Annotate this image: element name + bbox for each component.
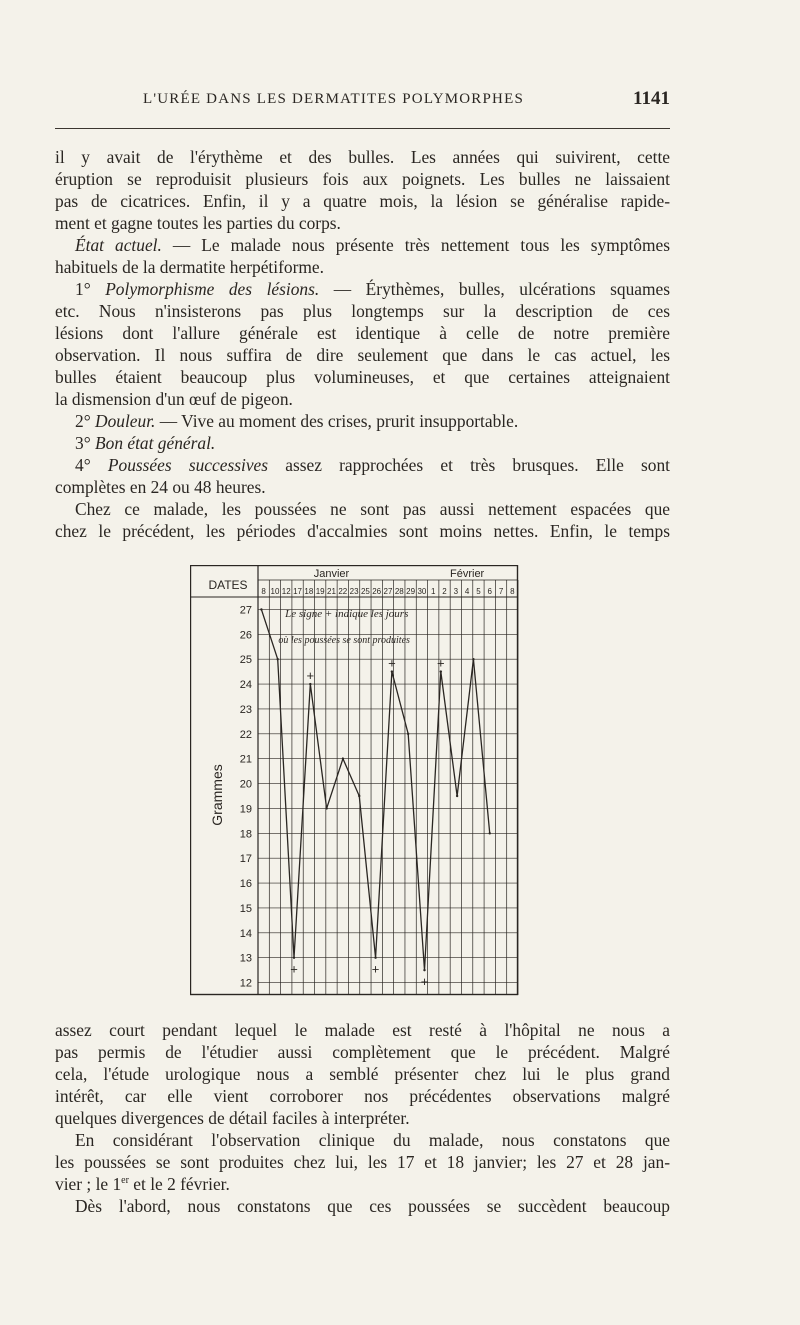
text-line: complètes en 24 ou 48 heures. [55, 477, 266, 497]
header-title: L'URÉE DANS LES DERMATITES POLYMORPHES [143, 91, 524, 107]
pousee-plus-mark: + [437, 655, 445, 671]
item4-label: Poussées successives [107, 455, 269, 475]
item2-num: 2° [75, 411, 91, 431]
text-fragment: vier ; le 1 [55, 1174, 122, 1194]
month-label-janvier: Janvier [313, 568, 350, 580]
annotation-line-2: où les poussées se sont produites [278, 635, 410, 646]
text-line: observation. Il nous suffira de dire seulement que dans le cas actuel, les [55, 345, 670, 365]
header-rule [55, 128, 670, 129]
text-fragment: et le 2 février. [128, 1174, 230, 1194]
date-tick-label: 27 [383, 587, 393, 596]
month-label-fevrier: Février [450, 568, 485, 580]
y-tick-label: 16 [239, 878, 252, 891]
item4-text: assez rapprochées et très brusques. Elle sont [268, 455, 670, 475]
date-tick-label: 4 [464, 587, 470, 596]
y-axis-label: Grammes [209, 764, 225, 826]
date-tick-label: 10 [270, 587, 280, 596]
chart-series [260, 608, 491, 989]
pousee-plus-mark: + [306, 668, 315, 684]
data-point [277, 658, 279, 660]
y-tick-label: 14 [239, 927, 252, 940]
text-line: En considérant l'observation clinique du malade, nous constatons que [75, 1130, 670, 1150]
y-tick-label: 17 [239, 853, 252, 866]
data-point [309, 683, 311, 685]
text-line: les poussées se sont produites chez lui, les 17 et 18 janvier; les 27 et 28 jan- [55, 1152, 670, 1172]
item3-line [55, 432, 670, 454]
text-line: quelques divergences de détail faciles à interpréter. [55, 1108, 410, 1128]
y-tick-label: 13 [239, 952, 252, 965]
body-text-top [55, 146, 670, 542]
date-tick-label: 18 [304, 587, 314, 596]
y-tick-label: 18 [239, 828, 252, 841]
data-point [325, 807, 327, 809]
text-line-with-sup [55, 1173, 670, 1195]
y-tick-label: 15 [239, 902, 252, 915]
date-tick-label: 8 [261, 587, 266, 596]
urea-series-line [261, 609, 489, 970]
data-point [358, 795, 360, 797]
text-line: habituels de la dermatite herpétiforme. [55, 257, 324, 277]
y-tick-label: 22 [239, 728, 252, 741]
date-tick-label: 30 [417, 587, 427, 596]
item2-text: — Vive au moment des crises, prurit insupportable. [155, 411, 519, 431]
text-line: il y avait de l'érythème et des bulles. Les années qui suivirent, cette [55, 147, 670, 167]
item2-line [55, 410, 670, 432]
etat-actuel-text: — Le malade nous présente très nettement tous les symptômes [161, 235, 670, 255]
text-line: etc. Nous n'insisterons pas plus longtemps sur la description de ces [55, 301, 670, 321]
y-tick-label: 25 [239, 654, 252, 667]
pousee-plus-mark: + [420, 974, 429, 990]
text-line: pas permis de l'étudier aussi complètement que le précédent. Malgré [55, 1042, 670, 1062]
text-line: ment et gagne toutes les parties du corps. [55, 213, 341, 233]
text-line: Chez ce malade, les poussées ne sont pas aussi nettement espacées que [75, 499, 670, 519]
text-line: la dismension d'un œuf de pigeon. [55, 389, 293, 409]
data-point [423, 969, 425, 971]
text-line: bulles étaient beaucoup plus volumineuses, et que certaines atteignaient [55, 367, 670, 387]
date-tick-label: 7 [498, 587, 504, 596]
item2-label: Douleur. [95, 411, 156, 431]
etat-actuel-line [55, 234, 670, 256]
date-tick-label: 25 [360, 587, 370, 596]
data-point [374, 956, 376, 958]
date-tick-label: 17 [293, 587, 303, 596]
data-point [456, 795, 458, 797]
date-tick-label: 19 [315, 587, 325, 596]
data-point [472, 658, 474, 660]
pousee-plus-mark: + [290, 961, 298, 977]
data-point [440, 670, 442, 672]
data-point [407, 733, 409, 735]
item1-line [55, 278, 670, 300]
date-tick-label: 1 [430, 587, 436, 596]
text-line: éruption se reproduisit plusieurs fois aux poignets. Les bulles ne laissaient [55, 169, 670, 189]
y-tick-label: 27 [239, 604, 252, 617]
etat-actuel-label: État actuel. [75, 235, 162, 255]
pousee-plus-mark: + [388, 655, 396, 671]
text-line: pas de cicatrices. Enfin, il y a quatre mois, la lésion se généralise rapide- [55, 191, 670, 211]
text-line: cela, l'étude urologique nous a semblé présenter chez lui le plus grand [55, 1064, 670, 1084]
date-tick-label: 2 [442, 587, 447, 596]
body-text-bottom [55, 1019, 670, 1217]
text-line: intérêt, car elle vient corroborer nos précédentes observations malgré [55, 1086, 670, 1106]
date-tick-label: 23 [349, 587, 359, 596]
y-tick-label: 23 [239, 703, 252, 716]
pousee-plus-mark: + [371, 961, 380, 977]
date-tick-label: 12 [281, 587, 291, 596]
y-tick-label: 12 [239, 977, 252, 990]
urea-chart [190, 565, 520, 997]
y-tick-label: 19 [239, 803, 252, 816]
text-line: chez le précédent, les périodes d'accalmies sont moins nettes. Enfin, le temps [55, 521, 670, 541]
y-tick-label: 24 [239, 679, 252, 692]
text-line: lésions dont l'allure générale est identique à celle de notre première [55, 323, 670, 343]
dates-label: DATES [208, 578, 248, 592]
data-point [489, 832, 491, 834]
text-line: assez court pendant lequel le malade est resté à l'hôpital ne nous a [55, 1020, 670, 1040]
text-line: Dès l'abord, nous constatons que ces poussées se succèdent beaucoup [75, 1196, 670, 1216]
item4-line [55, 454, 670, 476]
item1-num: 1° [75, 279, 91, 299]
y-tick-label: 21 [239, 753, 252, 766]
annotation-line-1: Le signe + indique les jours [285, 608, 409, 620]
item4-num: 4° [75, 455, 91, 475]
chart-labels [208, 568, 515, 990]
running-header [55, 88, 670, 114]
date-tick-label: 21 [327, 587, 336, 596]
data-point [293, 956, 295, 958]
date-tick-label: 22 [338, 587, 348, 596]
item1-label: Polymorphisme des lésions. [105, 279, 320, 299]
date-tick-label: 3 [453, 587, 459, 596]
date-tick-label: 6 [487, 587, 492, 596]
date-tick-label: 26 [372, 587, 382, 596]
date-tick-label: 8 [510, 587, 515, 596]
data-point [391, 670, 393, 672]
date-tick-label: 29 [406, 587, 416, 596]
item3-label: Bon état général. [95, 433, 216, 453]
y-tick-label: 26 [239, 629, 252, 642]
y-tick-label: 20 [239, 778, 252, 791]
superscript: er [121, 1175, 129, 1187]
date-tick-label: 28 [394, 587, 404, 596]
data-point [342, 757, 344, 759]
date-tick-label: 5 [476, 587, 481, 596]
data-point [260, 608, 262, 610]
page-number: 1141 [633, 88, 670, 109]
item1-text: — Érythèmes, bulles, ulcérations squames [319, 279, 671, 299]
item3-num: 3° [75, 433, 91, 453]
